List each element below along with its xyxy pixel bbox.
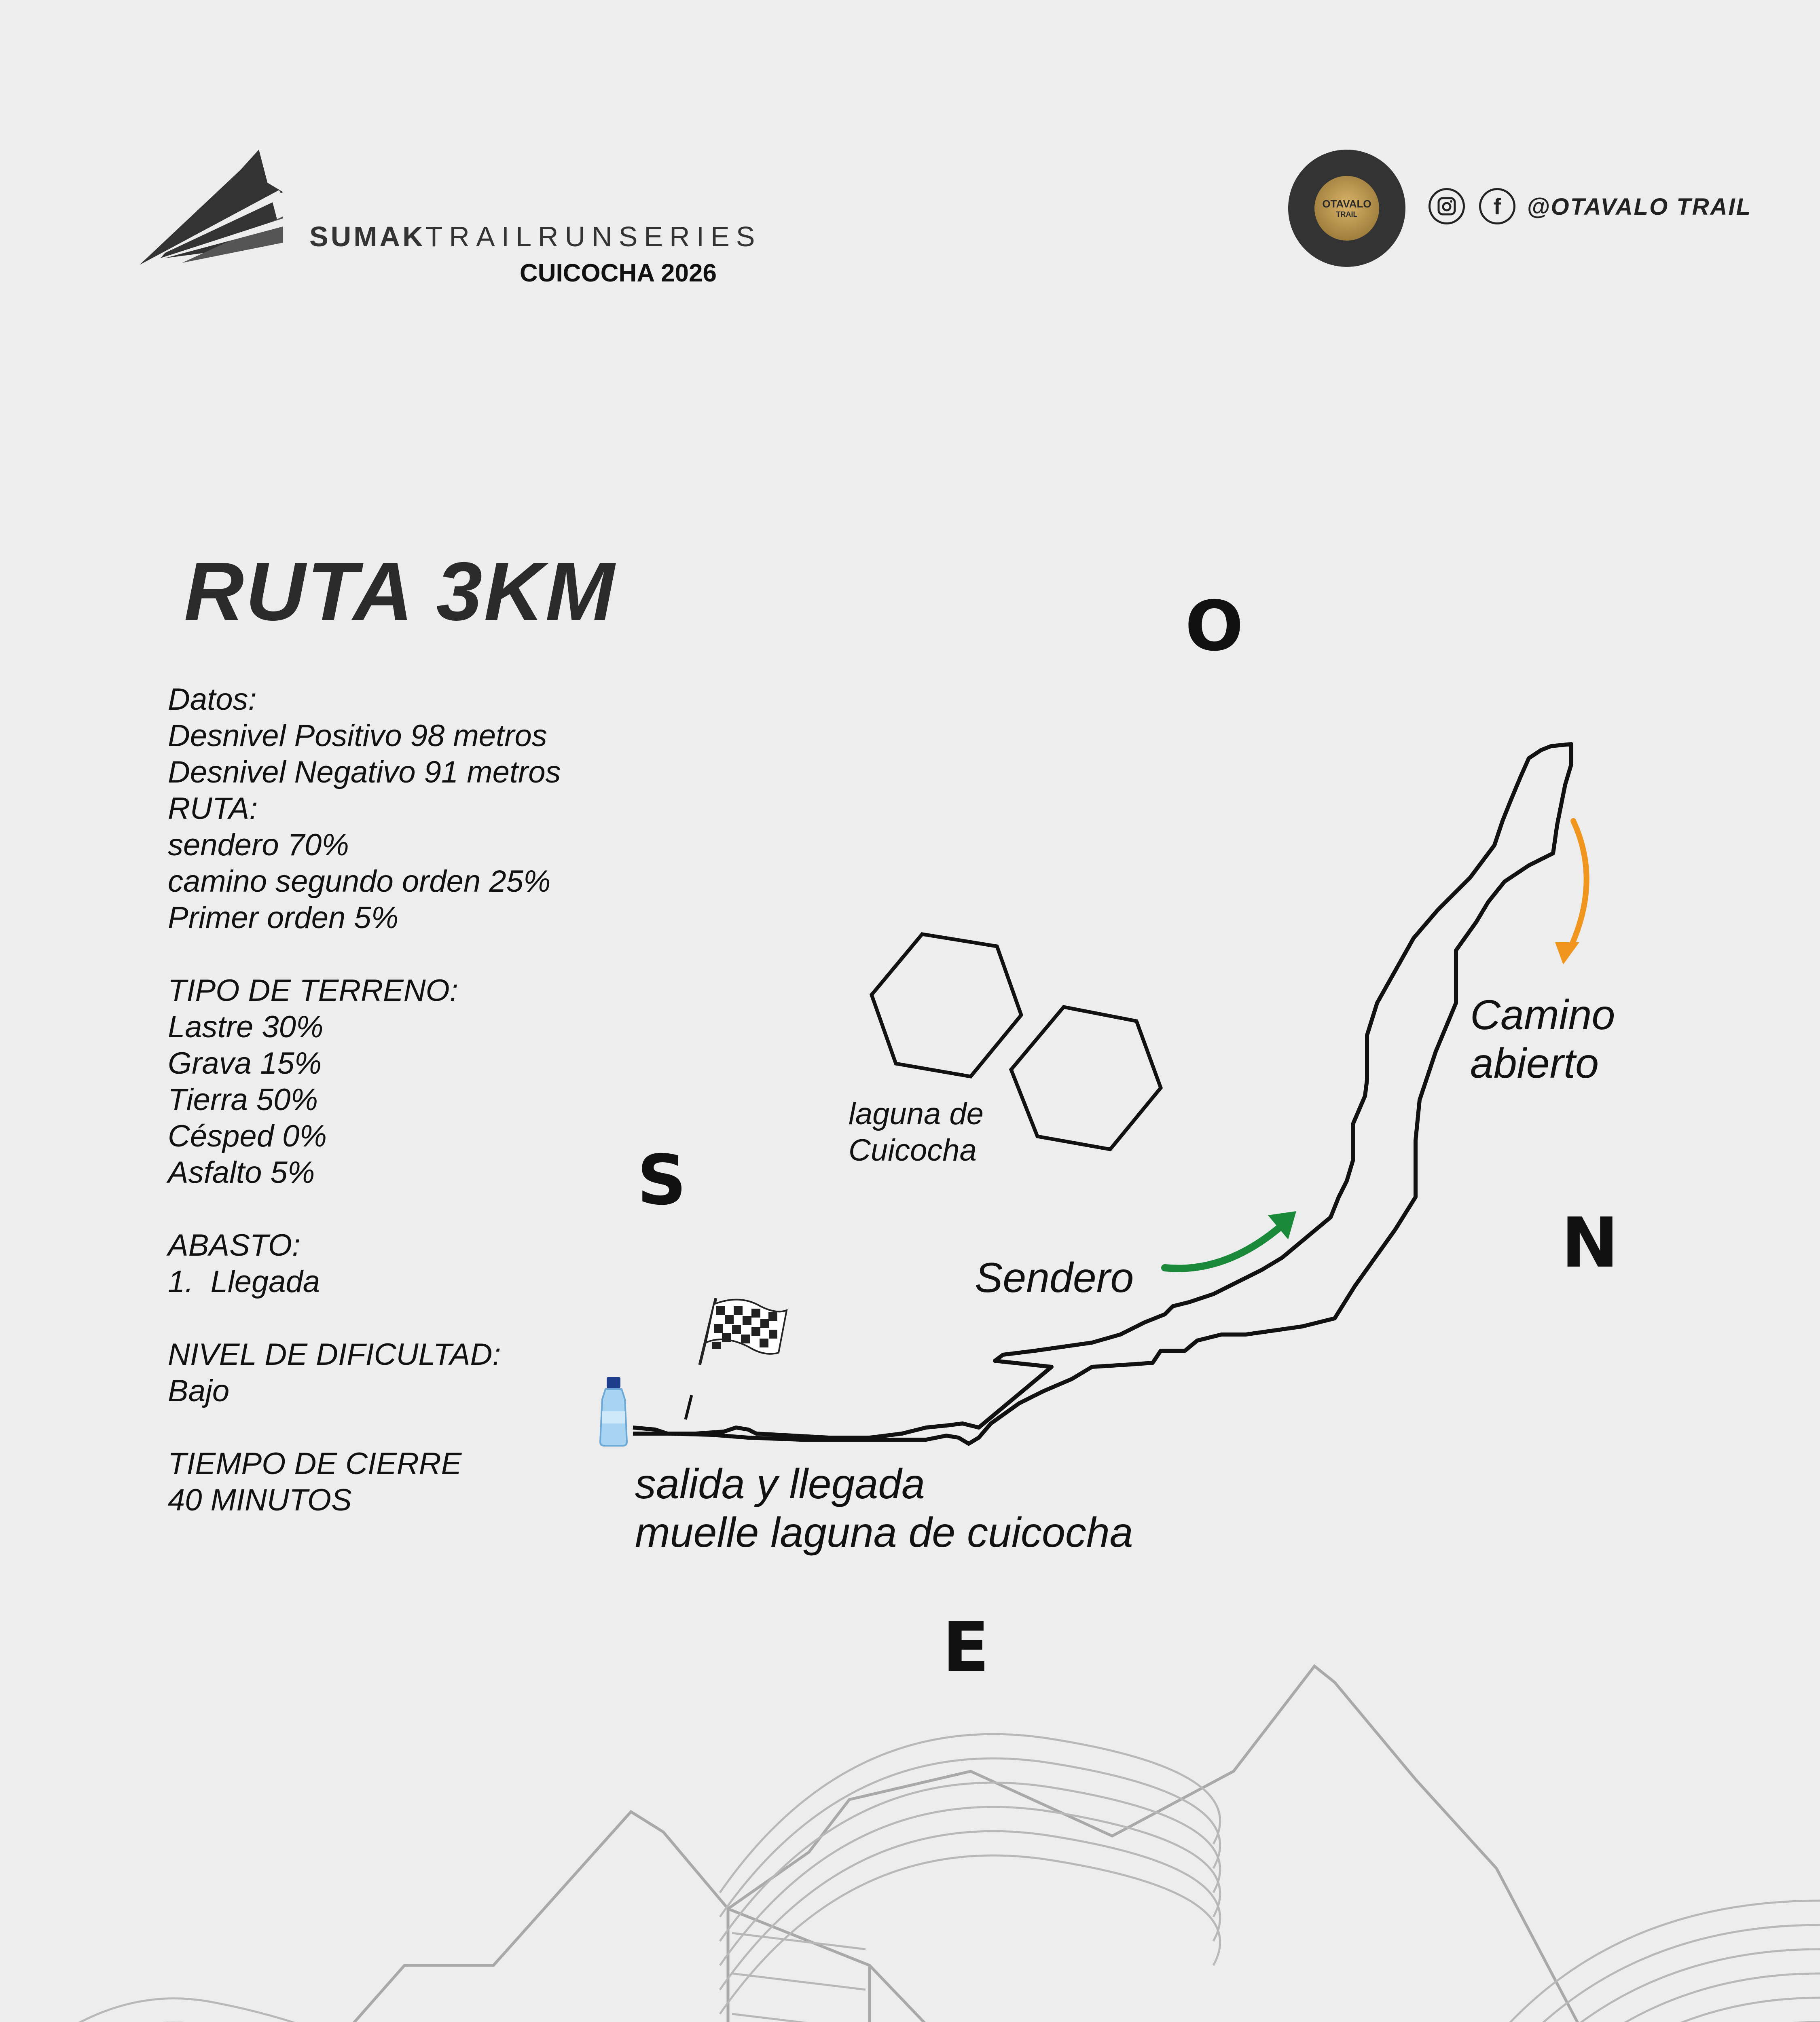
start-marker-line	[686, 1395, 692, 1419]
brand-name-rest: TRAILRUNSERIES	[425, 221, 762, 252]
sendero-arrow-icon	[1165, 1225, 1282, 1269]
brand-event: CUICOCHA 2026	[520, 259, 717, 287]
otavalo-logo	[1314, 176, 1379, 241]
lake-label: laguna de Cuicocha	[849, 1097, 984, 1168]
brand-name	[309, 220, 761, 253]
otavalo-trail-badge	[1288, 150, 1405, 267]
instagram-icon[interactable]	[1428, 188, 1465, 224]
mountain-contour-lines	[0, 1734, 1820, 2022]
start-label-line2: muelle laguna de cuicocha	[635, 1509, 1133, 1556]
sendero-label: Sendero	[975, 1254, 1134, 1301]
compass-east: E	[942, 1607, 990, 1688]
compass-south: S	[637, 1140, 687, 1220]
camino-label-line1: Camino	[1470, 992, 1615, 1038]
camino-arrow-head	[1555, 942, 1579, 964]
otavalo-logo-subtext: TRAIL	[1336, 210, 1358, 218]
otavalo-logo-text: OTAVALO	[1322, 198, 1371, 210]
mountain-line-art	[0, 1666, 1739, 2022]
compass-west: O	[1185, 586, 1244, 666]
checkered-flag-icon	[700, 1298, 787, 1365]
compass-north: N	[1561, 1203, 1619, 1283]
social-handle[interactable]: @OTAVALO TRAIL	[1527, 194, 1752, 220]
camino-label-line2: abierto	[1470, 1040, 1599, 1087]
start-label-line1: salida y llegada	[635, 1461, 925, 1508]
camino-arrow-icon	[1569, 821, 1587, 950]
brand-name-bold: SUMAK	[309, 221, 425, 252]
route-info-list: Datos: Desnivel Positivo 98 metros Desnivel Negativo 91 metros RUTA: sendero 70% camino segundo orden 25% Primer orden 5% TIPO DE TERRENO: Lastre 30% Grava 15% Tierra 50% Césped 0% Asfalto 5% ABASTO: 1. Llegada NIVEL DE DIFICULTAD: Bajo TIEMPO DE CIERRE 40 MINUTOS	[168, 682, 561, 1517]
sumak-logo-mark	[140, 150, 283, 265]
page-title: RUTA 3KM	[184, 545, 616, 638]
water-bottle-icon	[600, 1377, 627, 1446]
facebook-icon[interactable]: f	[1479, 188, 1515, 224]
